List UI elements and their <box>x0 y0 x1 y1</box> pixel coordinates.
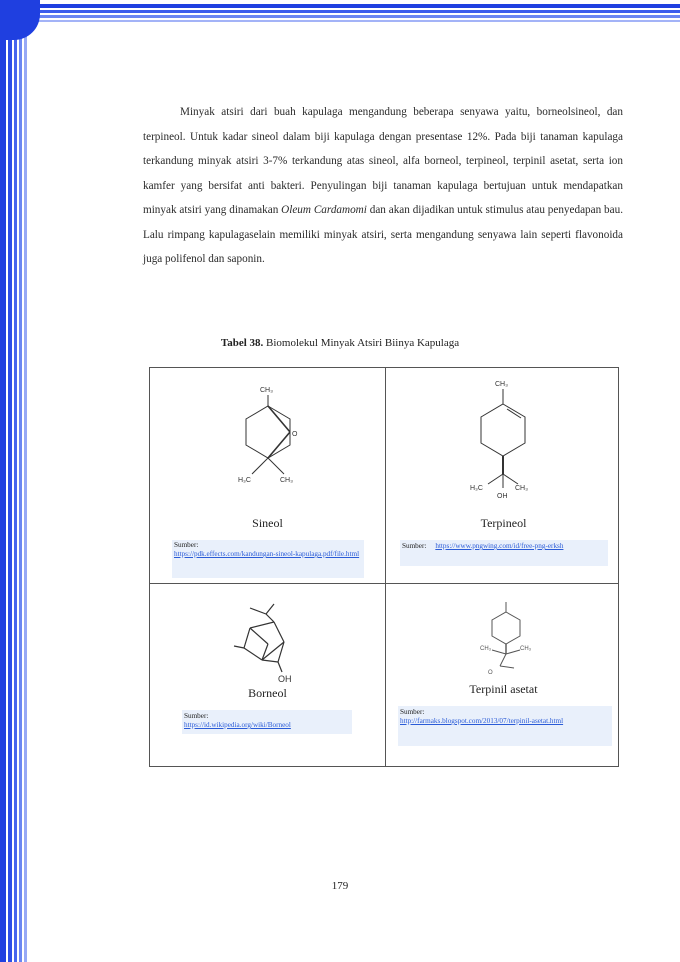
sineol-h3c: H₃C <box>238 477 251 484</box>
sineol-structure <box>208 382 328 492</box>
cell-sineol <box>150 368 385 583</box>
cell-terpineol <box>386 368 620 583</box>
source-label-terpineol: Sumber: <box>402 542 427 550</box>
caption-text: Biomolekul Minyak Atsiri Biinya Kapulaga <box>263 337 460 349</box>
terpineol-h3c: H₃C <box>470 485 483 492</box>
terpineol-structure <box>448 374 558 504</box>
compound-name-borneol: Borneol <box>248 686 287 700</box>
source-terpineol <box>402 542 606 551</box>
source-sineol <box>174 541 364 559</box>
source-label-terpinil-asetat: Sumber: <box>400 708 425 716</box>
terpinil-asetat-structure <box>466 598 546 678</box>
sineol-ch3-top: CH₃ <box>260 387 273 394</box>
borneol-oh: OH <box>278 674 292 684</box>
paragraph-text-1: Minyak atsiri dari buah kapulaga mengandung beberapa senyawa yaitu, borneolsineol, dan terpineol. Untuk kadar sineol dalam biji kapulaga dengan presentase 12%. Pada biji tanaman kapulaga terkandung minyak atsiri 3-7% terkandung atas sineol, alfa borneol, terpineol, terpinil asetat, serta ion kamfer yang bersifat anti bakteri. Penyulingan biji tanaman kapulaga bertujuan untuk mendapatkan minyak atsiri yang dinamakan <box>143 106 623 216</box>
sineol-oxygen: O <box>292 431 298 438</box>
terpineol-ch3-right: CH₃ <box>515 485 528 492</box>
page-number: 179 <box>331 880 349 892</box>
terpineol-oh: OH <box>497 493 508 500</box>
source-link-terpinil-asetat[interactable]: http://farmaks.blogspot.com/2013/07/terpinil-asetat.html <box>400 717 564 725</box>
left-border-stripes <box>0 0 30 962</box>
terpineol-ch3-top: CH₃ <box>495 381 508 388</box>
terpinil-ch3-left: CH₃ <box>480 646 492 652</box>
corner-ornament <box>0 0 40 40</box>
source-link-sineol[interactable]: https://pdk.effects.com/kandungan-sineol-kapulaga.pdf/file.html <box>174 550 360 558</box>
source-label-borneol: Sumber: <box>184 712 209 720</box>
cell-terpinil-asetat <box>386 584 620 767</box>
sineol-ch3-right: CH₃ <box>280 477 293 484</box>
paragraph-text-2: dan akan dijadikan untuk stimulus atau penyedapan bau. Lalu rimpang kapulagaselain memiliki minyak atsiri, serta mengandung senyawa lain seperti flavonoida juga polifenol dan saponin. <box>143 204 623 265</box>
biomolecule-table <box>149 367 619 767</box>
borneol-structure <box>222 596 312 686</box>
caption-label: Tabel 38. <box>220 337 264 349</box>
source-borneol <box>184 712 350 730</box>
cell-borneol <box>150 584 385 767</box>
source-link-terpineol[interactable]: https://www.pngwing.com/id/free-png-erksh <box>435 542 564 550</box>
paragraph-italic-term: Oleum Cardamomi <box>281 204 367 216</box>
compound-name-sineol: Sineol <box>252 516 283 530</box>
top-border-bars <box>0 0 680 32</box>
body-paragraph <box>143 100 623 272</box>
source-link-borneol[interactable]: https://id.wikipedia.org/wiki/Borneol <box>184 721 291 729</box>
source-terpinil-asetat <box>400 708 610 726</box>
terpinil-oxygen: O <box>488 670 493 676</box>
compound-name-terpineol: Terpineol <box>480 516 527 530</box>
compound-name-terpinil-asetat: Terpinil asetat <box>469 682 538 696</box>
source-label-sineol: Sumber: <box>174 541 199 549</box>
terpinil-ch3-right: CH₃ <box>520 646 532 652</box>
table-caption <box>0 337 680 349</box>
